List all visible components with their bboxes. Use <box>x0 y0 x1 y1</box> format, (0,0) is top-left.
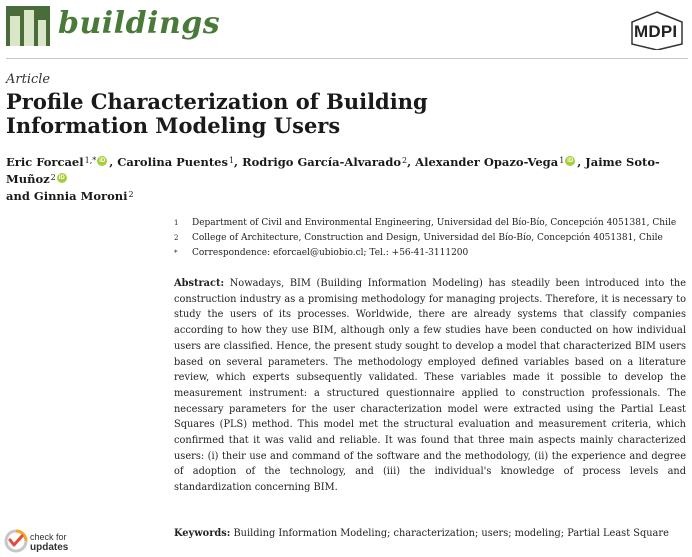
author-affil-sup: 1,* <box>84 156 97 165</box>
orcid-icon[interactable]: iD <box>99 158 106 164</box>
correspondence-text[interactable]: Correspondence: eforcael@ubiobio.cl; Tel.: +56-41-3111200 <box>192 248 469 258</box>
author-joiner: and <box>6 189 30 203</box>
abstract <box>174 276 686 496</box>
author-name[interactable]: Rodrigo García-Alvarado <box>242 155 402 169</box>
journal-logo-icon <box>6 6 50 46</box>
author-name[interactable]: Jaime Soto-Muñoz <box>6 155 660 186</box>
journal-header <box>0 0 692 52</box>
journal-name[interactable]: buildings <box>58 6 221 41</box>
affiliation-row <box>174 231 686 246</box>
check-line-2: updates <box>30 542 69 553</box>
abstract-label: Abstract: <box>174 278 225 289</box>
affiliation-mark: 2 <box>174 234 179 242</box>
author-affil-sup: 2 <box>50 173 56 182</box>
author-affil-sup: 1 <box>228 156 235 165</box>
article-type: Article <box>6 72 51 87</box>
check-for-updates-label[interactable] <box>30 532 68 553</box>
orcid-icon[interactable]: iD <box>58 175 65 181</box>
affiliation-text: Department of Civil and Environmental Engineering, Universidad del Bío-Bío, Concepción 4051381, Chile <box>192 218 677 228</box>
article-title: Profile Characterization of Building Information Modeling Users <box>6 89 428 138</box>
abstract-text: Nowadays, BIM (Building Information Modeling) has steadily been introduced into the construction industry as a promising methodology for managing projects. Therefore, it is necessary to study the users of its processes. Worldwide, there are already systems that classify companies according to how they use BIM, although only a few studies have been conducted on how individual users are classified. Hence, the present study sought to develop a model that characterized BIM users based on several parameters. The methodology employed defined variables based on a literature review, which experts subsequently validated. These variables made it possible to develop the measurement instrument: a structured questionnaire applied to construction professionals. The necessary parameters for the user characterization model were extracted using the Partial Least Squares (PLS) method. This model met the structural evaluation and measurement criteria, which confirmed that it was valid and reliable. It was found that three main aspects mainly characterized users: (i) their use and command of the software and the methodology, (ii) the experience and degree of adoption of the technology, and (iii) the individual's knowledge of process levels and standardization concerning BIM. <box>174 278 686 494</box>
publisher-name[interactable]: MDPI <box>634 22 678 41</box>
affiliation-row <box>174 246 686 261</box>
keywords-label: Keywords: <box>174 528 231 539</box>
author-affil-sup: 2 <box>402 156 408 165</box>
keywords-text: Building Information Modeling; characterization; users; modeling; Partial Least Square <box>233 528 669 539</box>
author-list: Eric Forcael$^{1,*}$ iD , Carolina Puentes$^1$, Rodrigo García-Alvarado$^2$, Alexander Opazo-Vega$^1$ iD , Jaime Soto-Muñoz$^2$ iD and Ginnia Moroni$^2$ <box>6 155 660 203</box>
affiliations <box>174 216 686 261</box>
header-divider <box>6 58 688 59</box>
author-name[interactable]: Ginnia Moroni <box>33 189 128 203</box>
author-name[interactable]: Eric Forcael <box>6 155 84 169</box>
keywords <box>174 528 692 539</box>
author-affil-sup: 1 <box>559 156 565 165</box>
affiliation-row <box>174 216 686 231</box>
author-affil-sup: 2 <box>128 190 134 199</box>
affiliation-mark: 1 <box>174 219 179 227</box>
author-name[interactable]: Carolina Puentes <box>117 155 228 169</box>
affiliation-mark: * <box>174 249 178 257</box>
check-line-1: check for <box>30 532 67 542</box>
author-name[interactable]: Alexander Opazo-Vega <box>415 155 559 169</box>
affiliation-text: College of Architecture, Construction and Design, Universidad del Bío-Bío, Concepción 4051381, Chile <box>192 233 663 243</box>
orcid-icon[interactable]: iD <box>567 158 574 164</box>
